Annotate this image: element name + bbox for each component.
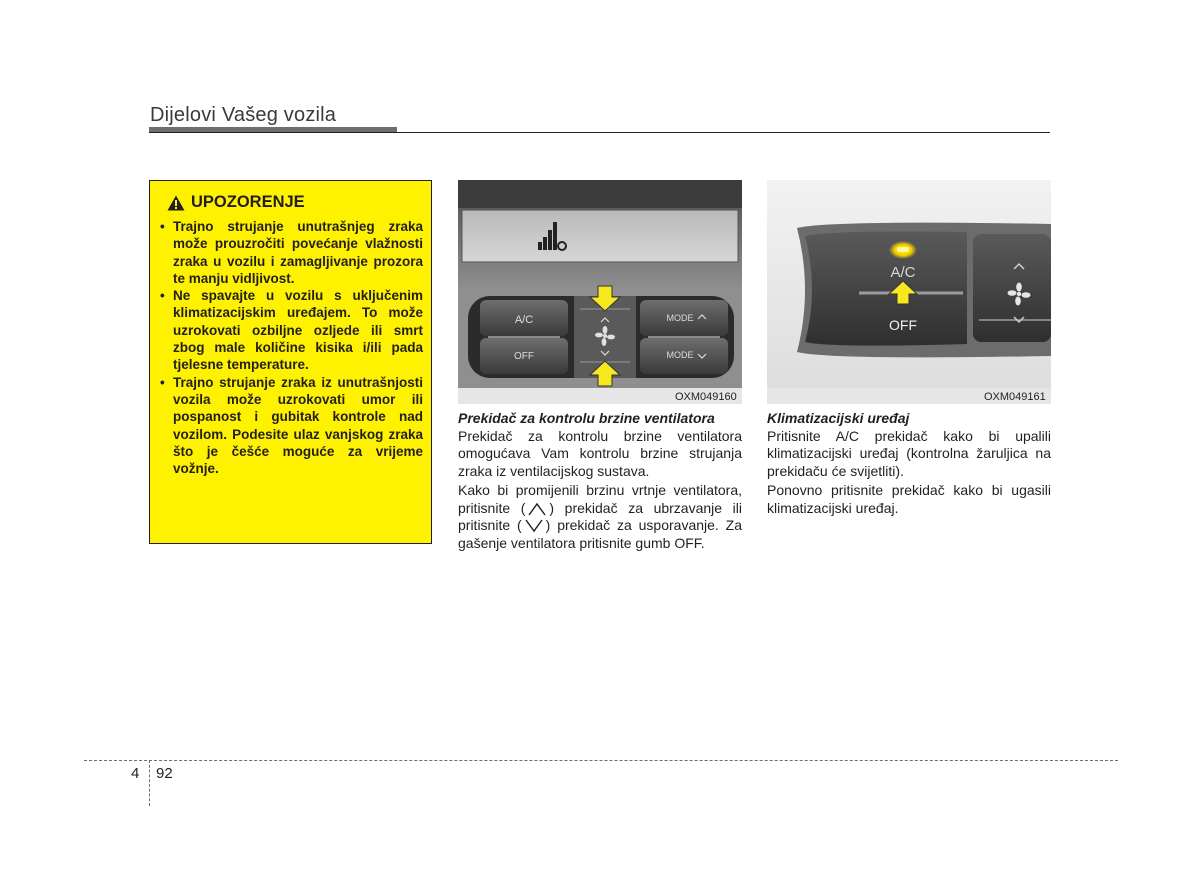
figure-code: OXM049161 [984,391,1046,403]
air-conditioning-section [767,410,1051,519]
footer-rule [84,760,1118,761]
fan-speed-section [458,410,742,554]
off-button-label: OFF [514,351,534,362]
section-title: Dijelovi Vašeg vozila [150,104,337,126]
ac-button-label: A/C [514,314,534,326]
footer-divider [149,760,150,806]
fan-speed-instructions: Kako bi promijenili brzinu vrtnje ventilatora, pritisnite ( ) prekidač za ubrzavanje ili pritisnite ( ) prekidač za usporavanje. Za gašenje ventilatora pritisnite gumb OFF. [458,482,743,551]
mode-down-label: MODE [666,350,694,360]
air-conditioning-paragraph: Pritisnite A/C prekidač kako bi upalili klimatizacijski uređaj (kontrolna žaruljica na prekidaču će svijetliti). [767,427,1051,479]
ac-button-label: A/C [890,264,916,281]
header-rule [149,132,1050,133]
warning-item: • Trajno strujanje zraka iz unutrašnjosti vozila može uzrokovati umor ili pospanost i gubitak kontrole nad vozilom. Podesite ulaz vanjskog zraka što je češće moguće za vrijeme vožnje. [158,374,423,478]
figure-code: OXM049160 [675,391,737,403]
fan-speed-caption: Prekidač za kontrolu brzine ventilatora [458,410,715,426]
chapter-number: 4 [131,765,140,782]
warning-triangle-icon [167,195,185,211]
page-number: 92 [156,765,173,782]
chevron-down-icon [524,518,544,534]
air-conditioning-caption: Klimatizacijski uređaj [767,410,910,426]
warning-item: • Trajno strujanje unutrašnjeg zraka može prouzročiti povećanje vlažnosti zraka u vozilu i zamagljivanje prozora te manju vidljivost. [158,218,423,287]
air-conditioning-paragraph: Ponovno pritisnite prekidač kako bi ugasili klimatizacijski uređaj. [767,482,1051,516]
warning-heading-text: UPOZORENJE [191,193,305,211]
chevron-up-icon [527,501,547,517]
mode-up-label: MODE [666,313,694,323]
fan-speed-panel-figure [458,180,742,404]
fan-speed-paragraph: Prekidač za kontrolu brzine ventilatora omogućava Vam kontrolu brzine strujanja zraka iz ventilacijskog sustava. [458,427,742,479]
off-button-label: OFF [889,317,917,333]
warning-list [158,218,423,477]
warning-heading [167,193,305,212]
ac-button-panel-figure [767,180,1051,404]
warning-item: • Ne spavajte u vozilu s uključenim klimatizacijskim uređajem. To može uzrokovati ozbiljne ozljede ili smrt zbog male količine kisika i/ili pada tjelesne temperature. [158,287,423,373]
